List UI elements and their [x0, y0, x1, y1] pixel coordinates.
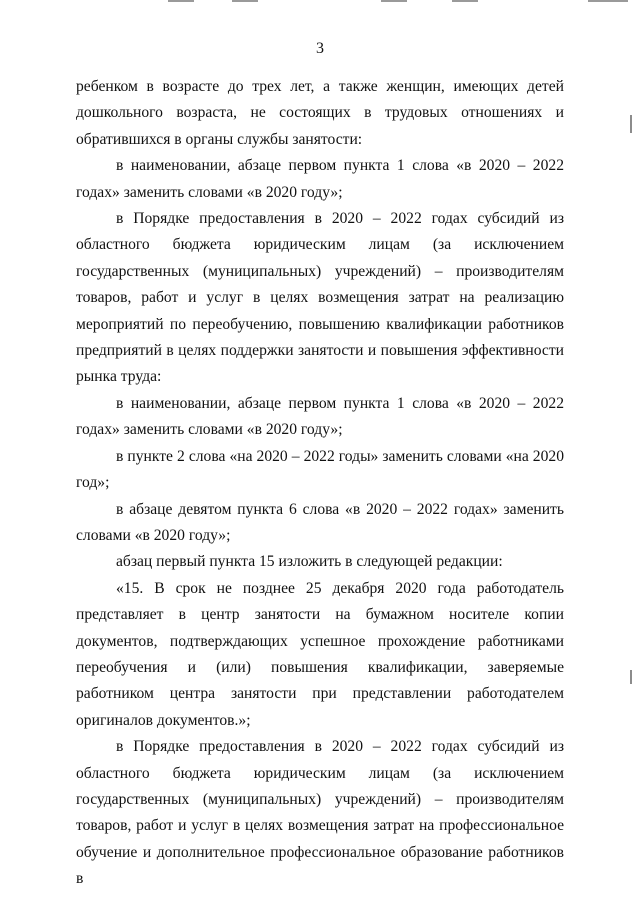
scan-artifact-edge-1: [630, 115, 632, 133]
scan-artifact-edge-2: [630, 670, 632, 684]
page-number: 3: [316, 40, 324, 57]
paragraph: в Порядке предоставления в 2020 – 2022 годах субсидий из областного бюджета юридическим лицам (за исключением государственных (муниципальных) учреждений) – производителям товаров, работ и услуг в целях возмещения затрат на реализацию мероприятий по переобучению, повышению квалификации работников предприятий в целях поддержки занятости и повышения эффективности рынка труда:: [76, 210, 564, 386]
paragraph: в пункте 2 слова «на 2020 – 2022 годы» заменить словами «на 2020 год»;: [76, 447, 564, 492]
paragraph: «15. В срок не позднее 25 декабря 2020 года работодатель представляет в центр занятости на бумажном носителе копии документов, подтверждающих успешное прохождение работниками переобучения и (или) повышения квалификации, заверяемые работником центра занятости при представлении работодателем оригиналов документов.»;: [76, 579, 564, 729]
paragraph: в Порядке предоставления в 2020 – 2022 годах субсидий из областного бюджета юридическим лицам (за исключением государственных (муниципальных) учреждений) – производителям товаров, работ и услуг в целях возмещения затрат на профессиональное обучение и дополнительное профессиональное образование работников в: [76, 738, 564, 888]
paragraph: в абзаце девятом пункта 6 слова «в 2020 – 2022 годах» заменить словами «в 2020 году»;: [76, 500, 564, 544]
paragraph: в наименовании, абзаце первом пункта 1 слова «в 2020 – 2022 годах» заменить словами «в 2020 году»;: [76, 157, 564, 201]
scan-artifact-top-4: [452, 0, 478, 2]
scan-artifact-top-2: [232, 0, 258, 2]
document-body: [76, 74, 564, 893]
paragraph: ребенком в возрасте до трех лет, а также женщин, имеющих детей дошкольного возраста, не состоящих в трудовых отношениях и обратившихся в органы службы занятости:: [76, 78, 564, 148]
paragraph: абзац первый пункта 15 изложить в следующей редакции:: [116, 553, 503, 571]
scan-artifact-top-5: [588, 0, 628, 2]
scan-artifact-top-3: [381, 0, 407, 2]
scan-artifact-top-1: [168, 0, 194, 2]
paragraph: в наименовании, абзаце первом пункта 1 слова «в 2020 – 2022 годах» заменить словами «в 2020 году»;: [76, 394, 564, 439]
